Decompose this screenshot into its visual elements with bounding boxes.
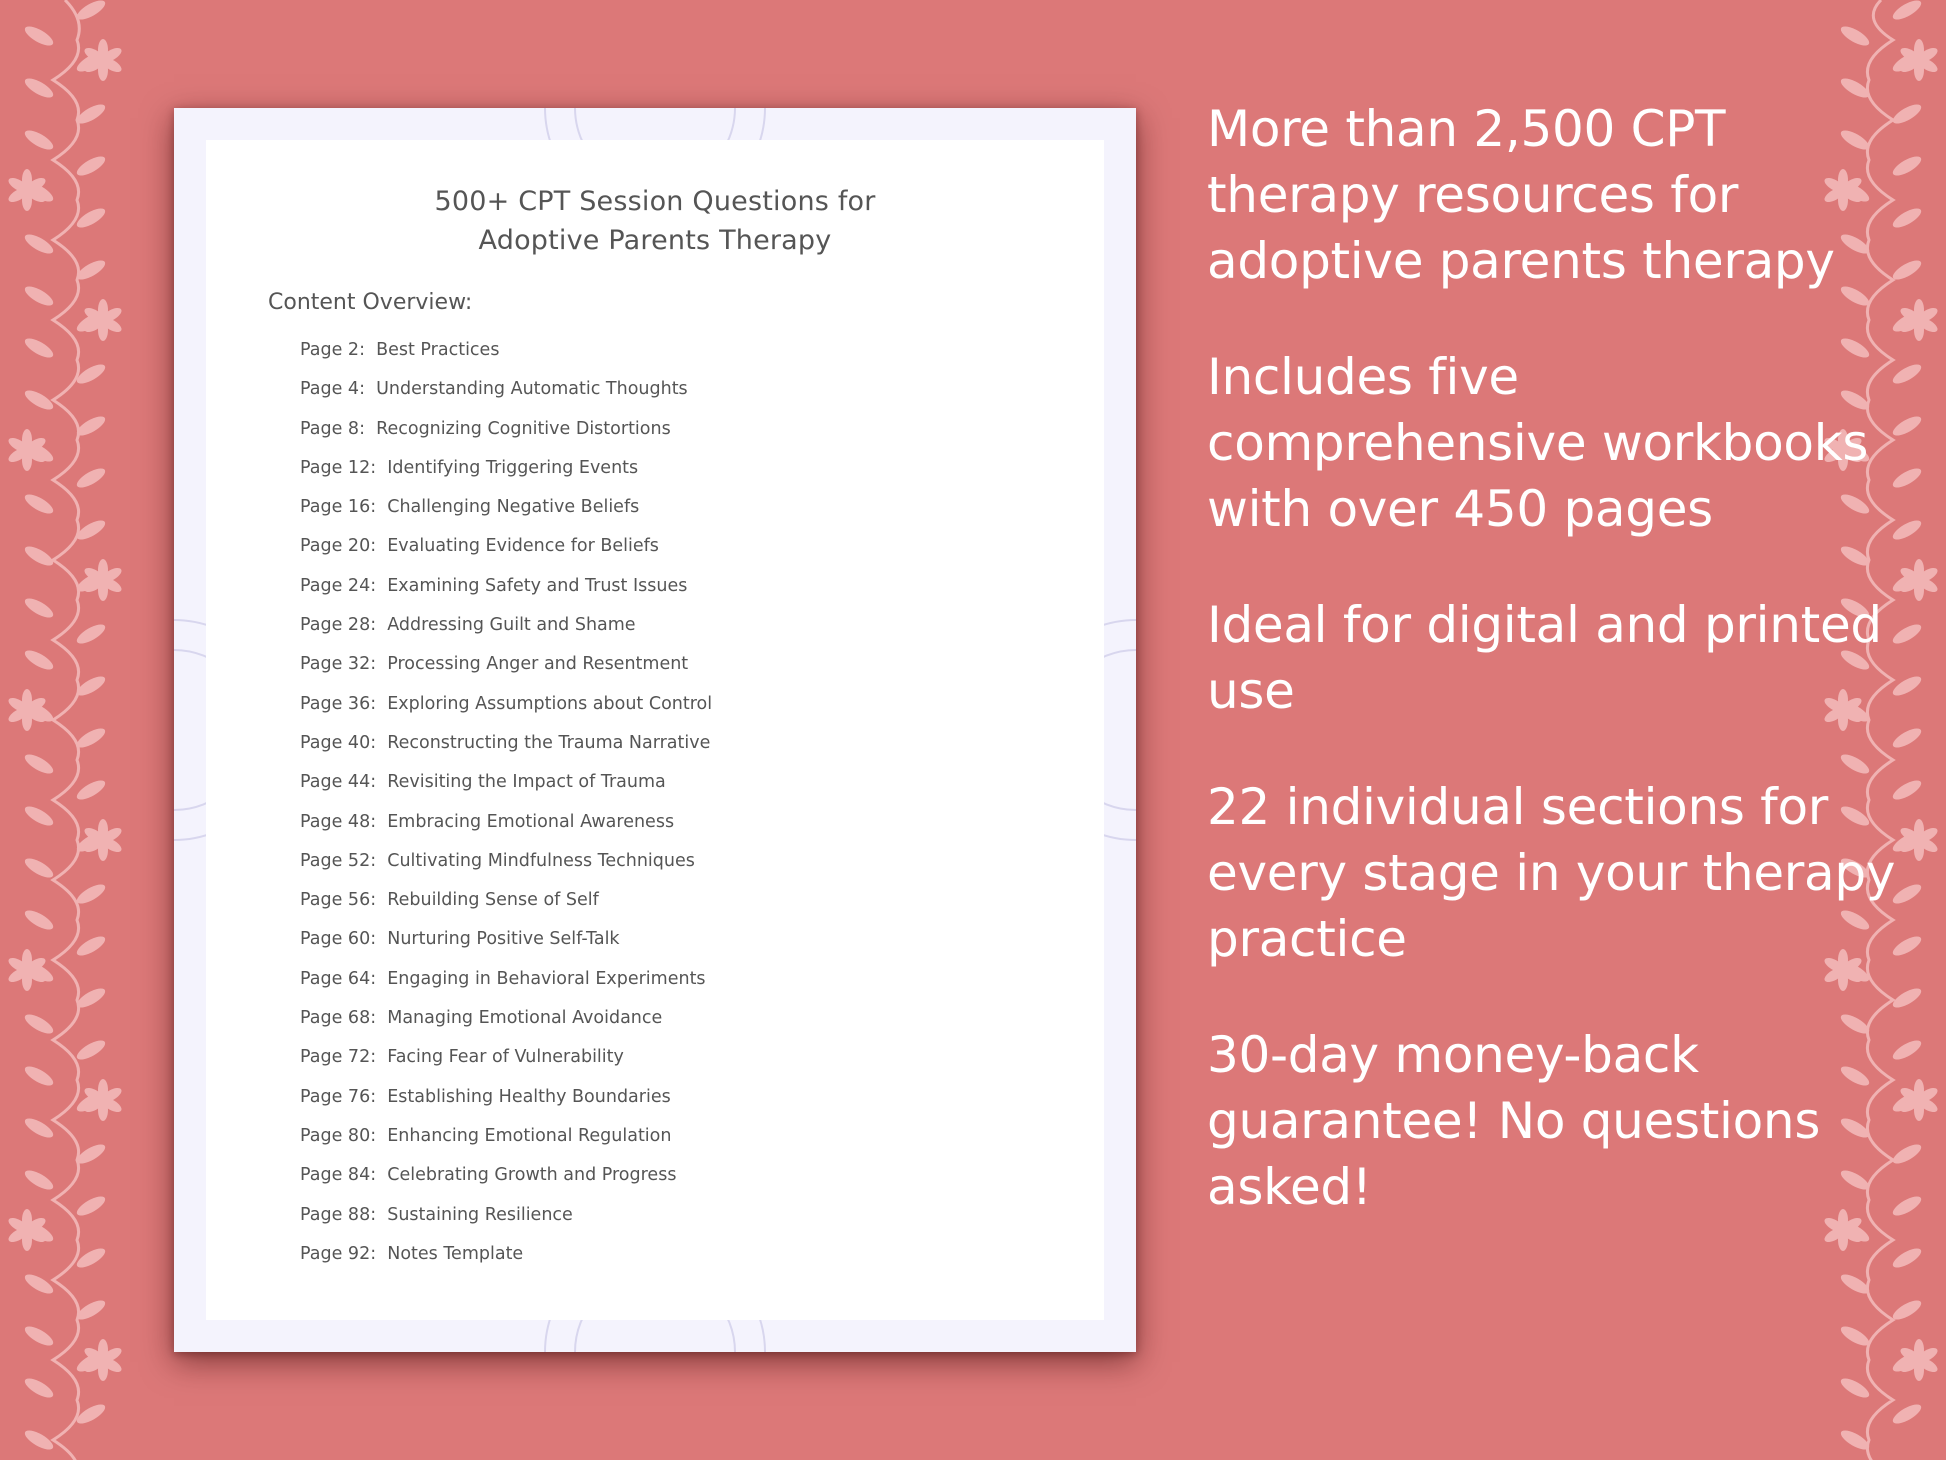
- toc-page-number: Page 80:: [300, 1125, 377, 1146]
- toc-page-number: Page 4:: [300, 379, 365, 400]
- toc-section-title: Notes Template: [387, 1243, 524, 1264]
- toc-section-title: Nurturing Positive Self-Talk: [387, 929, 620, 950]
- toc-section-title: Sustaining Resilience: [387, 1204, 573, 1225]
- toc-section-title: Cultivating Mindfulness Techniques: [387, 850, 695, 871]
- toc-page-number: Page 52:: [300, 850, 377, 871]
- toc-page-number: Page 28:: [300, 615, 377, 636]
- document-preview: [174, 108, 1136, 1352]
- toc-page-number: Page 8:: [300, 418, 365, 439]
- toc-section-title: Engaging in Behavioral Experiments: [387, 968, 706, 989]
- document-title-line-1: 500+ CPT Session Questions for: [434, 186, 876, 217]
- toc-page-number: Page 44:: [300, 772, 377, 793]
- toc-section-title: Best Practices: [376, 340, 500, 360]
- toc-section-title: Processing Anger and Resentment: [387, 654, 689, 675]
- toc-page-number: Page 56:: [300, 890, 377, 911]
- toc-item: [300, 1087, 712, 1126]
- toc-item: [300, 379, 712, 418]
- toc-item: [300, 419, 712, 458]
- toc-section-title: Rebuilding Sense of Self: [387, 890, 599, 911]
- feature-item: 30-day money-back guarantee! No questions asked!: [1207, 1026, 1821, 1216]
- toc-item: [300, 1165, 712, 1204]
- toc-item: [300, 1205, 712, 1244]
- toc-item: [300, 851, 712, 890]
- toc-section-title: Celebrating Growth and Progress: [387, 1165, 677, 1186]
- feature-item: Ideal for digital and printed use: [1207, 596, 1882, 720]
- toc-item: [300, 536, 712, 575]
- feature-item: 22 individual sections for every stage in your therapy practice: [1207, 778, 1896, 968]
- toc-page-number: Page 64:: [300, 968, 377, 989]
- toc-page-number: Page 16:: [300, 497, 377, 518]
- toc-page-number: Page 36:: [300, 693, 377, 714]
- toc-item: [300, 654, 712, 693]
- toc-section-title: Exploring Assumptions about Control: [387, 693, 713, 714]
- toc-page-number: Page 72:: [300, 1047, 377, 1068]
- document-page: [206, 140, 1104, 1320]
- toc-page-number: Page 76:: [300, 1086, 377, 1107]
- toc-page-number: Page 60:: [300, 929, 377, 950]
- toc-section-title: Understanding Automatic Thoughts: [376, 379, 688, 400]
- toc-item: [300, 340, 712, 379]
- toc-item: [300, 733, 712, 772]
- toc-page-number: Page 88:: [300, 1204, 377, 1225]
- toc-item: [300, 615, 712, 654]
- toc-page-number: Page 24:: [300, 575, 377, 596]
- toc-item: [300, 1047, 712, 1086]
- content-overview-label: Content Overview:: [268, 290, 473, 315]
- toc-page-number: Page 84:: [300, 1165, 377, 1186]
- toc-item: [300, 772, 712, 811]
- toc-section-title: Enhancing Emotional Regulation: [387, 1125, 672, 1146]
- toc-page-number: Page 20:: [300, 536, 377, 557]
- toc-section-title: Revisiting the Impact of Trauma: [387, 772, 666, 793]
- toc-item: [300, 458, 712, 497]
- toc-section-title: Establishing Healthy Boundaries: [387, 1086, 671, 1107]
- toc-item: [300, 576, 712, 615]
- floral-vine-left-icon: [0, 0, 130, 1460]
- toc-page-number: Page 92:: [300, 1243, 377, 1264]
- toc-page-number: Page 48:: [300, 811, 377, 832]
- toc-item: [300, 1126, 712, 1165]
- toc-section-title: Challenging Negative Beliefs: [387, 497, 640, 518]
- toc-item: [300, 812, 712, 851]
- toc-section-title: Embracing Emotional Awareness: [387, 811, 675, 832]
- toc-section-title: Reconstructing the Trauma Narrative: [387, 732, 711, 753]
- toc-section-title: Recognizing Cognitive Distortions: [376, 418, 671, 439]
- toc-page-number: Page 12:: [300, 457, 377, 478]
- toc-item: [300, 969, 712, 1008]
- toc-page-number: Page 2:: [300, 340, 365, 360]
- toc-page-number: Page 40:: [300, 732, 377, 753]
- toc-section-title: Identifying Triggering Events: [387, 457, 639, 478]
- feature-item: Includes five comprehensive workbooks with over 450 pages: [1207, 348, 1869, 538]
- toc-section-title: Addressing Guilt and Shame: [387, 615, 636, 636]
- feature-item: More than 2,500 CPT therapy resources for adoptive parents therapy: [1207, 100, 1835, 290]
- toc-item: [300, 694, 712, 733]
- table-of-contents: [300, 340, 712, 1283]
- document-title-line-2: Adoptive Parents Therapy: [478, 225, 832, 256]
- toc-section-title: Managing Emotional Avoidance: [387, 1008, 663, 1029]
- toc-item: [300, 929, 712, 968]
- toc-page-number: Page 32:: [300, 654, 377, 675]
- toc-item: [300, 1244, 712, 1283]
- toc-section-title: Evaluating Evidence for Beliefs: [387, 536, 659, 557]
- toc-item: [300, 890, 712, 929]
- feature-list: [1207, 96, 1907, 1270]
- toc-page-number: Page 68:: [300, 1008, 377, 1029]
- toc-item: [300, 1008, 712, 1047]
- toc-section-title: Facing Fear of Vulnerability: [387, 1047, 624, 1068]
- document-title: [206, 182, 1104, 260]
- toc-item: [300, 497, 712, 536]
- toc-section-title: Examining Safety and Trust Issues: [387, 575, 688, 596]
